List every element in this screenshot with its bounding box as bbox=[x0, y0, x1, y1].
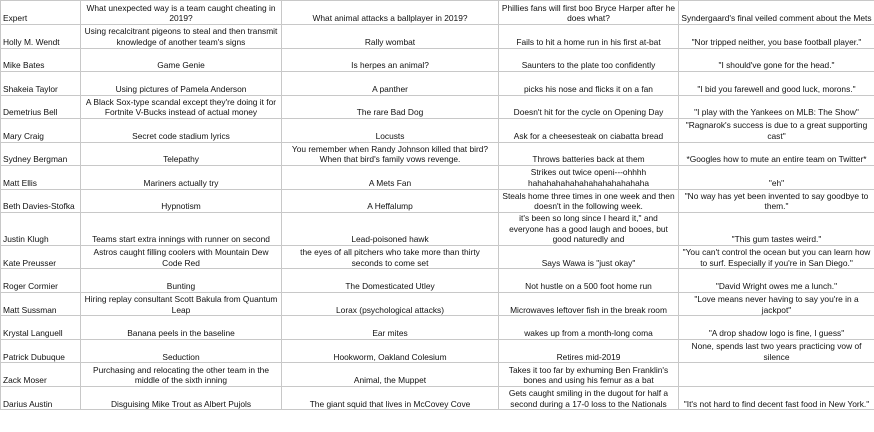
animal-answer-cell[interactable]: The Domesticated Utley bbox=[282, 269, 499, 293]
table-row bbox=[1, 142, 874, 166]
table-row bbox=[1, 292, 874, 316]
syndergaard-answer-cell[interactable]: "You can't control the ocean but you can learn how to surf. Especially if you're in San Diego." bbox=[679, 245, 874, 269]
expert-name-cell[interactable]: Patrick Dubuque bbox=[1, 339, 81, 363]
expert-name-cell[interactable]: Matt Ellis bbox=[1, 166, 81, 190]
cheating-answer-cell[interactable]: Telepathy bbox=[81, 142, 282, 166]
header-expert[interactable]: Expert bbox=[1, 1, 81, 25]
phillies-answer-cell[interactable]: Steals home three times in one week and then doesn't in the following week. bbox=[499, 189, 679, 213]
cheating-answer-cell[interactable]: Using recalcitrant pigeons to steal and then transmit knowledge of another team's signs bbox=[81, 25, 282, 49]
syndergaard-answer-cell[interactable]: "It's not hard to find decent fast food in New York." bbox=[679, 386, 874, 410]
animal-answer-cell[interactable]: The giant squid that lives in McCovey Cove bbox=[282, 386, 499, 410]
syndergaard-answer-cell[interactable]: None, spends last two years practicing vow of silence bbox=[679, 339, 874, 363]
phillies-answer-cell[interactable]: Ask for a cheesesteak on ciabatta bread bbox=[499, 119, 679, 143]
cheating-answer-cell[interactable]: A Black Sox-type scandal except they're doing it for Fortnite V-Bucks instead of actual money bbox=[81, 95, 282, 119]
table-row bbox=[1, 189, 874, 213]
table-body bbox=[1, 25, 874, 410]
cheating-answer-cell[interactable]: Mariners actually try bbox=[81, 166, 282, 190]
expert-name-cell[interactable]: Zack Moser bbox=[1, 363, 81, 387]
table-row bbox=[1, 119, 874, 143]
phillies-answer-cell[interactable]: wakes up from a month-long coma bbox=[499, 316, 679, 340]
phillies-answer-cell[interactable]: it's been so long since I heard it," and everyone has a good laugh and booes, but good naturedly and bbox=[499, 213, 679, 246]
cheating-answer-cell[interactable]: Disguising Mike Trout as Albert Pujols bbox=[81, 386, 282, 410]
cheating-answer-cell[interactable]: Hypnotism bbox=[81, 189, 282, 213]
phillies-answer-cell[interactable]: Doesn't hit for the cycle on Opening Day bbox=[499, 95, 679, 119]
expert-name-cell[interactable]: Krystal Languell bbox=[1, 316, 81, 340]
phillies-answer-cell[interactable]: Throws batteries back at them bbox=[499, 142, 679, 166]
table-row bbox=[1, 339, 874, 363]
syndergaard-answer-cell[interactable]: "David Wright owes me a lunch." bbox=[679, 269, 874, 293]
expert-name-cell[interactable]: Sydney Bergman bbox=[1, 142, 81, 166]
animal-answer-cell[interactable]: You remember when Randy Johnson killed that bird? When that bird's family vows revenge. bbox=[282, 142, 499, 166]
animal-answer-cell[interactable]: Lead-poisoned hawk bbox=[282, 213, 499, 246]
table-row bbox=[1, 48, 874, 72]
syndergaard-answer-cell[interactable]: "I play with the Yankees on MLB: The Show" bbox=[679, 95, 874, 119]
syndergaard-answer-cell[interactable]: "I should've gone for the head." bbox=[679, 48, 874, 72]
cheating-answer-cell[interactable]: Secret code stadium lyrics bbox=[81, 119, 282, 143]
header-animal-question[interactable]: What animal attacks a ballplayer in 2019? bbox=[282, 1, 499, 25]
cheating-answer-cell[interactable]: Game Genie bbox=[81, 48, 282, 72]
syndergaard-answer-cell[interactable]: "eh" bbox=[679, 166, 874, 190]
animal-answer-cell[interactable]: Locusts bbox=[282, 119, 499, 143]
animal-answer-cell[interactable]: Rally wombat bbox=[282, 25, 499, 49]
animal-answer-cell[interactable]: A Heffalump bbox=[282, 189, 499, 213]
expert-name-cell[interactable]: Roger Cormier bbox=[1, 269, 81, 293]
expert-name-cell[interactable]: Darius Austin bbox=[1, 386, 81, 410]
animal-answer-cell[interactable]: Ear mites bbox=[282, 316, 499, 340]
header-cheating-question[interactable]: What unexpected way is a team caught cheating in 2019? bbox=[81, 1, 282, 25]
phillies-answer-cell[interactable]: Retires mid-2019 bbox=[499, 339, 679, 363]
animal-answer-cell[interactable]: A Mets Fan bbox=[282, 166, 499, 190]
table-row bbox=[1, 213, 874, 246]
animal-answer-cell[interactable]: the eyes of all pitchers who take more than thirty seconds to come set bbox=[282, 245, 499, 269]
phillies-answer-cell[interactable]: Strikes out twice openi---ohhhh hahahahahahahahahahahahaha bbox=[499, 166, 679, 190]
phillies-answer-cell[interactable]: Microwaves leftover fish in the break room bbox=[499, 292, 679, 316]
cheating-answer-cell[interactable]: Using pictures of Pamela Anderson bbox=[81, 72, 282, 96]
cheating-answer-cell[interactable]: Bunting bbox=[81, 269, 282, 293]
table-row bbox=[1, 166, 874, 190]
syndergaard-answer-cell[interactable]: *Googles how to mute an entire team on Twitter* bbox=[679, 142, 874, 166]
header-row bbox=[1, 1, 874, 25]
expert-name-cell[interactable]: Mary Craig bbox=[1, 119, 81, 143]
cheating-answer-cell[interactable]: Teams start extra innings with runner on second bbox=[81, 213, 282, 246]
header-phillies-question[interactable]: Phillies fans will first boo Bryce Harper after he does what? bbox=[499, 1, 679, 25]
expert-name-cell[interactable]: Kate Preusser bbox=[1, 245, 81, 269]
table-row bbox=[1, 95, 874, 119]
expert-name-cell[interactable]: Beth Davies-Stofka bbox=[1, 189, 81, 213]
table-row bbox=[1, 386, 874, 410]
phillies-answer-cell[interactable]: Saunters to the plate too confidently bbox=[499, 48, 679, 72]
animal-answer-cell[interactable]: Is herpes an animal? bbox=[282, 48, 499, 72]
table-row bbox=[1, 72, 874, 96]
table-row bbox=[1, 245, 874, 269]
cheating-answer-cell[interactable]: Astros caught filling coolers with Mountain Dew Code Red bbox=[81, 245, 282, 269]
syndergaard-answer-cell[interactable]: "No way has yet been invented to say goodbye to them." bbox=[679, 189, 874, 213]
syndergaard-answer-cell[interactable] bbox=[679, 363, 874, 387]
syndergaard-answer-cell[interactable]: "Nor tripped neither, you base football player." bbox=[679, 25, 874, 49]
cheating-answer-cell[interactable]: Seduction bbox=[81, 339, 282, 363]
table-row bbox=[1, 269, 874, 293]
phillies-answer-cell[interactable]: Takes it too far by exhuming Ben Franklin's bones and using his femur as a bat bbox=[499, 363, 679, 387]
syndergaard-answer-cell[interactable]: "Love means never having to say you're in a jackpot" bbox=[679, 292, 874, 316]
phillies-answer-cell[interactable]: Says Wawa is "just okay" bbox=[499, 245, 679, 269]
phillies-answer-cell[interactable]: Gets caught smiling in the dugout for half a second during a 17-0 loss to the Nationals bbox=[499, 386, 679, 410]
cheating-answer-cell[interactable]: Purchasing and relocating the other team in the middle of the sixth inning bbox=[81, 363, 282, 387]
syndergaard-answer-cell[interactable]: "Ragnarok's success is due to a great supporting cast" bbox=[679, 119, 874, 143]
phillies-answer-cell[interactable]: Not hustle on a 500 foot home run bbox=[499, 269, 679, 293]
syndergaard-answer-cell[interactable]: "A drop shadow logo is fine, I guess" bbox=[679, 316, 874, 340]
expert-name-cell[interactable]: Holly M. Wendt bbox=[1, 25, 81, 49]
animal-answer-cell[interactable]: A panther bbox=[282, 72, 499, 96]
table-row bbox=[1, 316, 874, 340]
phillies-answer-cell[interactable]: Fails to hit a home run in his first at-bat bbox=[499, 25, 679, 49]
animal-answer-cell[interactable]: Animal, the Muppet bbox=[282, 363, 499, 387]
syndergaard-answer-cell[interactable]: "This gum tastes weird." bbox=[679, 213, 874, 246]
cheating-answer-cell[interactable]: Hiring replay consultant Scott Bakula from Quantum Leap bbox=[81, 292, 282, 316]
expert-name-cell[interactable]: Demetrius Bell bbox=[1, 95, 81, 119]
cheating-answer-cell[interactable]: Banana peels in the baseline bbox=[81, 316, 282, 340]
animal-answer-cell[interactable]: Lorax (psychological attacks) bbox=[282, 292, 499, 316]
header-syndergaard-question[interactable]: Syndergaard's final veiled comment about the Mets bbox=[679, 1, 874, 25]
expert-name-cell[interactable]: Matt Sussman bbox=[1, 292, 81, 316]
animal-answer-cell[interactable]: The rare Bad Dog bbox=[282, 95, 499, 119]
table-row bbox=[1, 363, 874, 387]
expert-name-cell[interactable]: Shakeia Taylor bbox=[1, 72, 81, 96]
expert-name-cell[interactable]: Mike Bates bbox=[1, 48, 81, 72]
expert-name-cell[interactable]: Justin Klugh bbox=[1, 213, 81, 246]
animal-answer-cell[interactable]: Hookworm, Oakland Colesium bbox=[282, 339, 499, 363]
syndergaard-answer-cell[interactable]: "I bid you farewell and good luck, morons." bbox=[679, 72, 874, 96]
phillies-answer-cell[interactable]: picks his nose and flicks it on a fan bbox=[499, 72, 679, 96]
table-row bbox=[1, 25, 874, 49]
